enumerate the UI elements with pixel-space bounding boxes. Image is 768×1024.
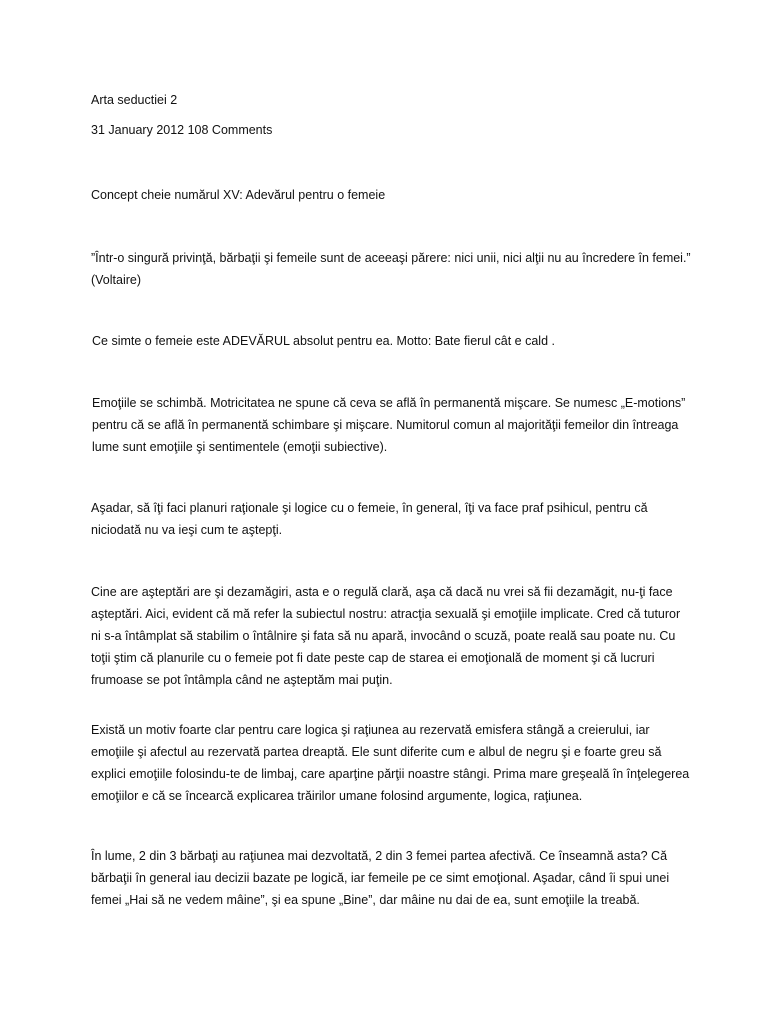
paragraph-asadar: Aşadar, să îţi faci planuri raţionale şi logice cu o femeie, în general, îţi va face praf psihicul, pentru că niciodată nu va ieşi cum te aştepţi. (91, 501, 648, 537)
document-title: Arta seductiei 2 (91, 93, 178, 107)
concept-heading: Concept cheie numărul XV: Adevărul pentru o femeie (91, 188, 386, 202)
voltaire-quote: ”Într-o singură privinţă, bărbaţii şi femeile sunt de aceeaşi părere: nici unii, nici alţii nu au încredere în femei.” (Voltaire) (91, 251, 691, 287)
paragraph-asteptari: Cine are aşteptări are şi dezamăgiri, asta e o regulă clară, aşa că dacă nu vrei să fii dezamăgit, nu-ţi face aşteptări. Aici, evident că mă refer la subiectul nostru: atracţia sexuală şi emoţiile implicate. Cred că tuturor ni s-a întâmplat să stabilim o întâlnire şi fata să nu apară, invocând o scuză, poate reală sau poate nu. Cu toţii ştim că planurile cu o femeie pot fi date peste cap de starea ei emoţională de moment şi că lucruri frumoase se pot întâmpla când ne aşteptăm mai puţin. (91, 585, 681, 687)
paragraph-emotii: Emoţiile se schimbă. Motricitatea ne spune că ceva se află în permanentă mişcare. Se numesc „E-motions” pentru că se află în permanentă schimbare şi mişcare. Numitorul comun al majorităţii femeilor din întreaga lume sunt emoţiile şi sentimentele (emoţii subiective). (92, 396, 686, 454)
paragraph-motto: Ce simte o femeie este ADEVĂRUL absolut pentru ea. Motto: Bate fierul cât e cald . (92, 334, 555, 348)
paragraph-lume: În lume, 2 din 3 bărbaţi au raţiunea mai dezvoltată, 2 din 3 femei partea afectivă. Ce înseamnă asta? Că bărbaţii în general iau decizii bazate pe logică, iar femeile pe ce simt emoţional. Aşadar, când îi spui unei femei „Hai să ne vedem mâine”, şi ea spune „Bine”, dar mâine nu dai de ea, sunt emoţiile la treabă. (91, 849, 670, 907)
document-meta: 31 January 2012 108 Comments (91, 123, 273, 137)
paragraph-exista: Există un motiv foarte clar pentru care logica şi raţiunea au rezervată emisfera stângă a creierului, iar emoţiile şi afectul au rezervată partea dreaptă. Ele sunt diferite cum e albul de negru şi e foarte greu să explici emoţiile folosindu-te de limbaj, care aparţine părţii noastre stângi. Prima mare greşeală în înţelegerea emoţiilor e că se încearcă explicarea trăirilor umane folosind argumente, logica, raţiunea. (91, 723, 690, 803)
